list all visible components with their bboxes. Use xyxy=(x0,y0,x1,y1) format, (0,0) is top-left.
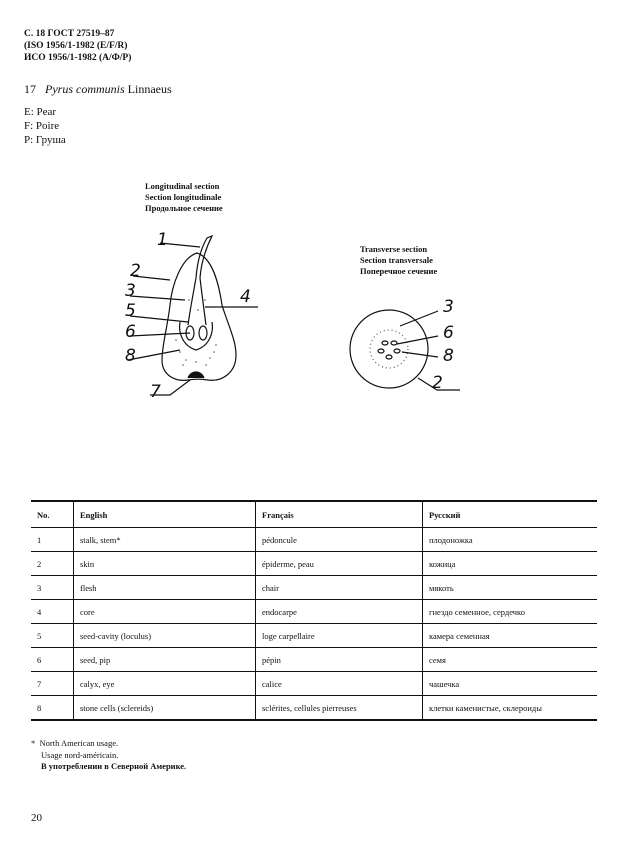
t-seed-1 xyxy=(382,341,388,345)
footnote-asterisk: * xyxy=(31,738,40,748)
cell-french: pépin xyxy=(256,648,423,672)
stalk xyxy=(196,236,212,278)
cell-no: 8 xyxy=(31,696,74,721)
header-line-3: ИСО 1956/1-1982 (А/Ф/Р) xyxy=(24,53,132,63)
table-row xyxy=(31,576,597,600)
table-row xyxy=(31,696,597,721)
leader-5 xyxy=(130,316,188,322)
cell-no: 6 xyxy=(31,648,74,672)
cell-english: seed, pip xyxy=(74,648,256,672)
label-4: 4 xyxy=(240,287,251,307)
cell-russian: семя xyxy=(423,648,598,672)
cell-no: 3 xyxy=(31,576,74,600)
longitudinal-caption-fr: Section longitudinale xyxy=(145,192,222,202)
page-number: 20 xyxy=(31,812,42,824)
cell-french: endocarpe xyxy=(256,600,423,624)
leader-3 xyxy=(130,296,185,300)
label-2: 2 xyxy=(130,261,141,281)
cell-russian: плодоножка xyxy=(423,528,598,552)
cell-no: 5 xyxy=(31,624,74,648)
cell-russian: чашечка xyxy=(423,672,598,696)
table-row xyxy=(31,672,597,696)
label-3: 3 xyxy=(125,281,136,301)
t-seed-3 xyxy=(378,349,384,353)
header-line-2: (ISO 1956/1-1982 (E/F/R) xyxy=(24,41,128,51)
core-vein xyxy=(188,278,206,325)
longitudinal-caption-en: Longitudinal section xyxy=(145,181,220,191)
t-label-6: 6 xyxy=(443,323,454,343)
common-name-french: F: Poire xyxy=(24,120,60,132)
terminology-table xyxy=(31,500,597,721)
transverse-outline xyxy=(350,310,428,388)
t-seed-5 xyxy=(386,355,392,359)
cell-english: stone cells (sclereids) xyxy=(74,696,256,721)
transverse-caption-en: Transverse section xyxy=(360,244,428,254)
cell-russian: гнездо семенное, сердечко xyxy=(423,600,598,624)
cell-french: épiderme, peau xyxy=(256,552,423,576)
cell-english: calyx, eye xyxy=(74,672,256,696)
longitudinal-labels xyxy=(125,230,251,402)
core-outline xyxy=(180,322,213,350)
table-row xyxy=(31,552,597,576)
species-number: 17 xyxy=(24,82,36,96)
cell-no: 4 xyxy=(31,600,74,624)
cell-french: sclérites, cellules pierreuses xyxy=(256,696,423,721)
table-row xyxy=(31,648,597,672)
calyx xyxy=(188,372,204,378)
cell-french: chair xyxy=(256,576,423,600)
label-5: 5 xyxy=(125,301,136,321)
species-author: Linnaeus xyxy=(127,82,172,96)
cell-english: flesh xyxy=(74,576,256,600)
transverse-core xyxy=(370,330,408,368)
stone-cells xyxy=(175,299,217,366)
table-row xyxy=(31,600,597,624)
transverse-caption-fr: Section transversale xyxy=(360,255,433,265)
cell-english: core xyxy=(74,600,256,624)
cell-no: 2 xyxy=(31,552,74,576)
seed-right xyxy=(199,326,207,340)
common-name-russian: P: Груша xyxy=(24,134,66,146)
table-row xyxy=(31,624,597,648)
pear-outline xyxy=(162,253,236,380)
cell-french: loge carpellaire xyxy=(256,624,423,648)
t-leader-6 xyxy=(397,336,438,344)
label-8: 8 xyxy=(125,346,136,366)
t-label-2: 2 xyxy=(432,373,443,393)
cell-russian: камера семенная xyxy=(423,624,598,648)
cell-english: seed-cavity (loculus) xyxy=(74,624,256,648)
t-label-8: 8 xyxy=(443,346,454,366)
label-6: 6 xyxy=(125,322,136,342)
header-russian: Русский xyxy=(423,501,598,528)
transverse-caption-ru: Поперечное сечение xyxy=(360,266,438,276)
cell-no: 7 xyxy=(31,672,74,696)
species-latin-name: Pyrus communis xyxy=(45,82,125,96)
cell-english: stalk, stem* xyxy=(74,528,256,552)
t-label-3: 3 xyxy=(443,297,454,317)
t-seed-4 xyxy=(394,349,400,353)
transverse-labels xyxy=(432,297,454,393)
cell-russian: кожица xyxy=(423,552,598,576)
longitudinal-caption-ru: Продольное сечение xyxy=(145,203,223,213)
footnote-line-2: Usage nord-américain. xyxy=(41,749,119,760)
footnote-line-3: В употреблении в Северной Америке. xyxy=(41,761,187,771)
longitudinal-section-drawing xyxy=(128,236,258,395)
cell-french: pédoncule xyxy=(256,528,423,552)
footnote-line-1: North American usage. xyxy=(39,738,119,748)
header-no: No. xyxy=(31,501,74,528)
label-7: 7 xyxy=(150,382,161,402)
table-header-row xyxy=(31,501,597,528)
table-row xyxy=(31,528,597,552)
cell-russian: мякоть xyxy=(423,576,598,600)
header-line-1: С. 18 ГОСТ 27519–87 xyxy=(24,29,115,39)
footnote xyxy=(31,738,186,773)
cell-english: skin xyxy=(74,552,256,576)
cell-french: calice xyxy=(256,672,423,696)
common-name-english: E: Pear xyxy=(24,106,57,118)
t-seed-2 xyxy=(391,341,397,345)
cell-russian: клетки каменистые, склероиды xyxy=(423,696,598,721)
t-leader-8 xyxy=(402,352,438,357)
header-english: English xyxy=(74,501,256,528)
label-1: 1 xyxy=(157,230,168,250)
header-french: Français xyxy=(256,501,423,528)
cell-no: 1 xyxy=(31,528,74,552)
